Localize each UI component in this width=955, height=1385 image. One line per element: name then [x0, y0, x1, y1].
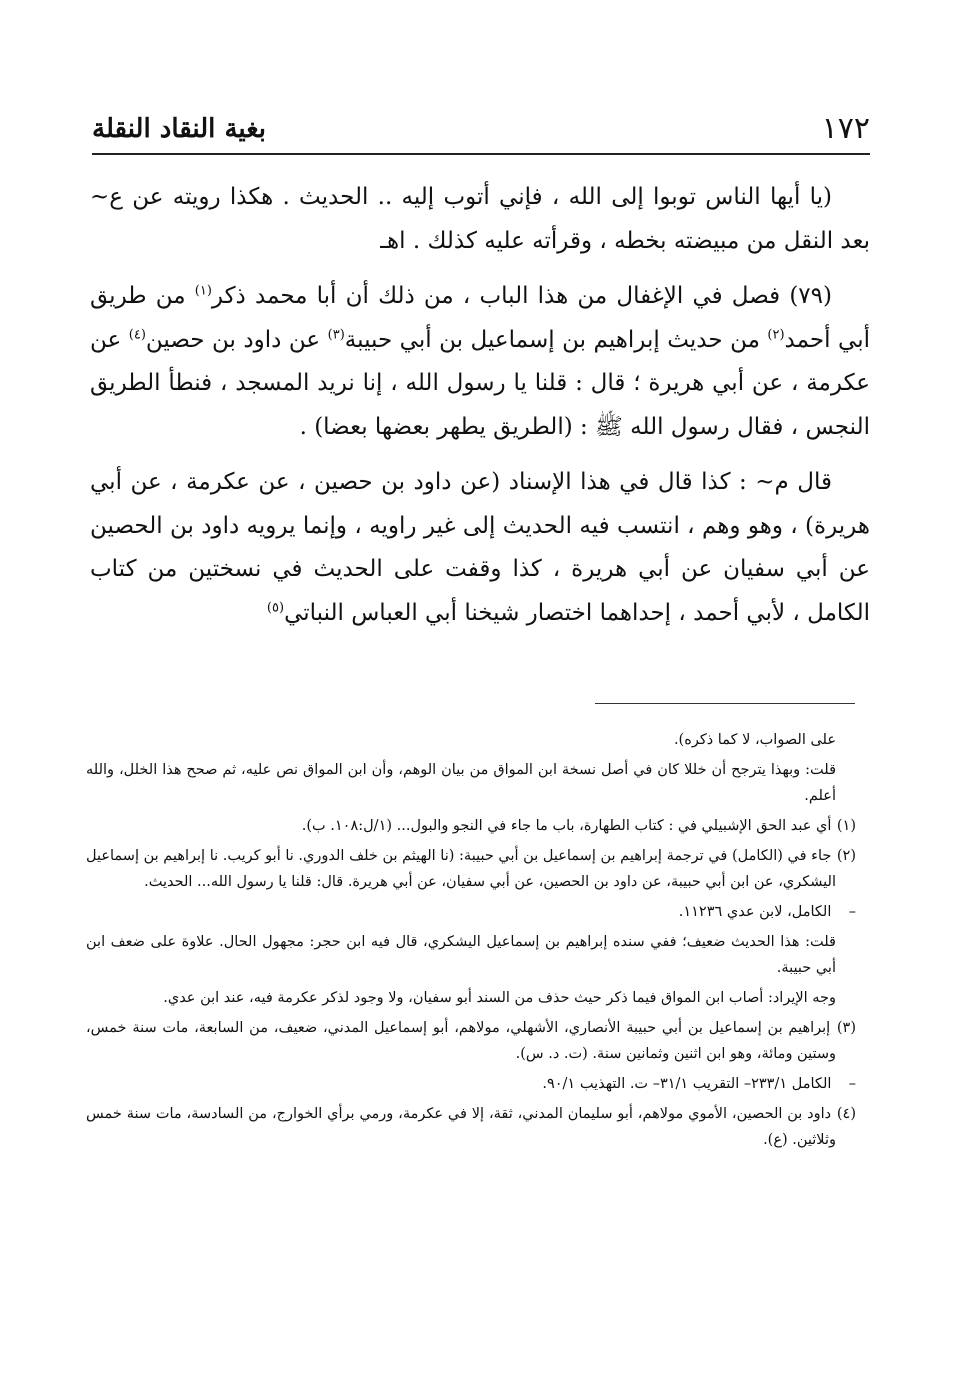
paragraph-text: (٧٩) فصل في الإغفال من هذا الباب ، من ذلك أن أبا محمد ذكر	[211, 283, 832, 309]
footnote-number: (٤)	[836, 1106, 857, 1122]
paragraph-text: قال م~ : كذا قال في هذا الإسناد (عن داود بن حصين ، عن عكرمة ، عن أبي هريرة) ، وهو وهم ، انتسب فيه الحديث إلى غير راويه ، وإنما يرويه داود بن الحصين عن أبي سفيان عن أبي هريرة ، كذا وقفت على الحديث في نسختين من كتاب الكامل ، لأبي أحمد ، إحداهما اختصار شيخنا أبي العباس النباتي	[90, 469, 870, 626]
footnote-2-note: وجه الإيراد: أصاب ابن المواق فيما ذكر حيث حذف من السند أبو سفيان، ولا وجود لذكر عكرمة فيه، عند ابن عدي.	[163, 990, 836, 1006]
dash-bullet: –	[848, 1076, 856, 1092]
footnote-number: (٢)	[836, 848, 857, 864]
footnote-2-note: قلت: هذا الحديث ضعيف؛ ففي سنده إبراهيم بن إسماعيل اليشكري، قال فيه ابن حجر: مجهول الحال. علاوة على ضعف ابن أبي حبيبة.	[86, 934, 836, 976]
footnote-divider	[595, 703, 855, 704]
paragraph-section-79	[90, 275, 870, 449]
footnote-3	[86, 1015, 856, 1067]
paragraph-commentary	[90, 461, 870, 635]
footnote-marker: (٥)	[266, 599, 285, 615]
footnote-text: أي عبد الحق الإشبيلي في : كتاب الطهارة، باب ما جاء في النجو والبول... (١/ل:١٠٨. ب).	[301, 818, 832, 834]
paragraph-text: (يا أيها الناس توبوا إلى الله ، فإني أتوب إليه .. الحديث . هكذا رويته عن ع~ بعد النقل من مبيضته بخطه ، وقرأته عليه كذلك . اهـ	[90, 184, 870, 254]
footnote-text: إبراهيم بن إسماعيل بن أبي حبيبة الأنصاري، الأشهلي، مولاهم، أبو إسماعيل المدني، ضعيف، من السابعة، مات سنة خمس، وستين ومائة، وهو ابن اثنين وثمانين سنة. (ت. د. س).	[86, 1020, 836, 1062]
footnote-text: الكامل ٢٣٣/١– التقريب ٣١/١– ت. التهذيب ٩٠/١.	[542, 1076, 832, 1092]
footnote-continuation: قلت: وبهذا يترجح أن خللا كان في أصل نسخة ابن المواق من بيان الوهم، وأن ابن المواق نص عليه، ثم صحح هذا الخلل، والله أعلم.	[86, 762, 836, 804]
footnotes	[86, 727, 856, 1157]
footnote-marker: (١)	[194, 283, 212, 299]
paragraph-hadith-quote	[90, 176, 870, 263]
page-number: ١٧٢	[821, 111, 870, 146]
footnote-3-reference	[86, 1071, 856, 1097]
main-text	[90, 176, 870, 635]
footnote-4	[86, 1101, 856, 1153]
footnote-marker: (٣)	[327, 326, 345, 342]
paragraph-text: من طريق أبي أحمد	[90, 283, 870, 353]
paragraph-text: عن عكرمة ، عن أبي هريرة ؛ قال : قلنا يا رسول الله ، إنا نريد المسجد ، فنطأ الطريق النجس ، فقال رسول الله ﷺ : (الطريق يطهر بعضها بعضا) .	[90, 326, 870, 440]
header-divider	[92, 153, 870, 155]
footnote-marker: (٤)	[128, 326, 146, 342]
footnote-marker: (٢)	[767, 326, 785, 342]
footnote-number: (١)	[836, 818, 856, 834]
footnote-2	[86, 843, 856, 895]
footnote-1	[86, 813, 856, 839]
page-header	[92, 108, 870, 150]
footnote-number: (٣)	[836, 1020, 857, 1036]
running-title: بغية النقاد النقلة	[92, 114, 267, 144]
footnote-text: الكامل، لابن عدي ١١٢٣٦.	[678, 904, 832, 920]
footnote-2-reference	[86, 899, 856, 925]
footnote-continuation: على الصواب، لا كما ذكره).	[673, 732, 836, 748]
dash-bullet: –	[848, 904, 856, 920]
paragraph-text: من حديث إبراهيم بن إسماعيل بن أبي حبيبة	[344, 326, 768, 353]
footnote-text: جاء في (الكامل) في ترجمة إبراهيم بن إسماعيل بن أبي حبيبة: (نا الهيثم بن خلف الدوري. نا أبو كريب. نا إبراهيم بن إسماعيل اليشكري، عن ابن أبي حبيبة، عن داود بن الحصين، عن أبي سفيان، عن أبي هريرة. قال: قلنا يا رسول الله... الحديث.	[86, 848, 836, 890]
paragraph-text: عن داود بن حصين	[145, 326, 328, 353]
footnote-text: داود بن الحصين، الأموي مولاهم، أبو سليمان المدني، ثقة، إلا في عكرمة، ورمي برأي الخوارج، من السادسة، مات سنة خمس وثلاثين. (ع).	[86, 1106, 836, 1148]
